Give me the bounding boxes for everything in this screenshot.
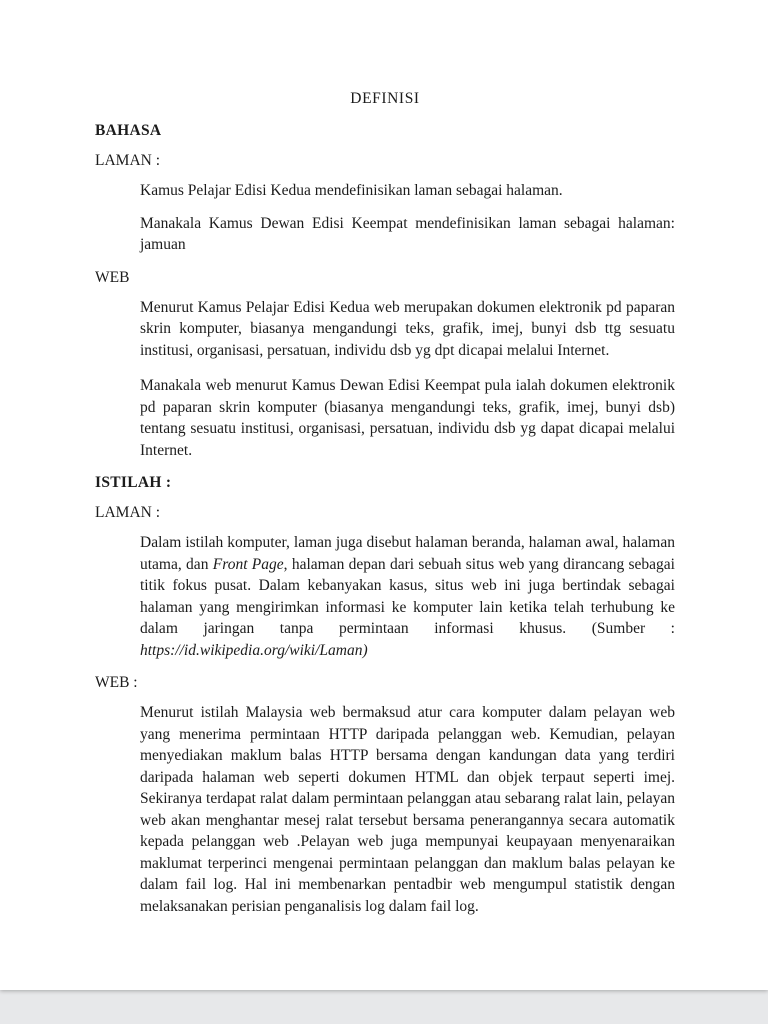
text-run: Dalam istilah komputer, laman juga disebut halaman beranda, halaman awal, halaman utama, dan [140, 534, 675, 573]
istilah-web-paragraph: Menurut istilah Malaysia web bermaksud atur cara komputer dalam pelayan web yang menerima permintaan HTTP daripada pelanggan web. Kemudian, pelayan menyediakan maklum balas HTTP bersama dengan kandungan data yang terdiri daripada halaman web seperti dokumen HTML dan objek terpaut seperti imej. Sekiranya terdapat ralat dalam permintaan pelanggan atau sebarang ralat lain, pelayan web akan menghantar mesej ralat tersebut bersama penerangannya secara automatik kepada pelanggan web .Pelayan web juga mempunyai keupayaan menyenaraikan maklumat terperinci mengenai permintaan pelanggan dan maklum balas pelayan ke dalam fail log. Hal ini membenarkan pentadbir web mengumpul statistik dengan melaksanakan perisian penganalisis log dalam fail log. [140, 704, 675, 915]
document-title: DEFINISI [350, 90, 420, 107]
source-url-text: https://id.wikipedia.org/wiki/Laman) [140, 641, 368, 659]
front-page-italic-text: Front Page [212, 555, 284, 573]
istilah-laman-label: LAMAN : [95, 504, 161, 521]
bahasa-laman-paragraph-2: Manakala Kamus Dewan Edisi Keempat mendefinisikan laman sebagai halaman: jamuan [140, 214, 675, 253]
section-heading-bahasa: BAHASA [95, 122, 162, 139]
section-heading-istilah: ISTILAH : [95, 474, 172, 491]
istilah-laman-paragraph [140, 532, 675, 661]
bahasa-web-paragraph-2: Manakala web menurut Kamus Dewan Edisi Keempat pula ialah dokumen elektronik pd paparan skrin komputer (biasanya mengandungi teks, grafik, imej, bunyi dsb) tentang sesuatu institusi, organisasi, persatuan, individu dsb yg dapat dicapai melalui Internet. [140, 377, 675, 459]
bahasa-web-label: WEB [95, 268, 130, 286]
bahasa-web-paragraph-1: Menurut Kamus Pelajar Edisi Kedua web merupakan dokumen elektronik pd paparan skrin komputer, biasanya mengandungi teks, grafik, imej, bunyi dsb ttg sesuatu institusi, organisasi, persatuan, individu dsb yg dpt dicapai melalui Internet. [140, 298, 675, 359]
text-run: , halaman depan dari sebuah situs web yang dirancang sebagai titik fokus pusat. Dalam kebanyakan kasus, situs web ini juga bertindak sebagai halaman yang mengirimkan informasi ke komputer lain ketika telah terhubung ke dalam jaringan tanpa permintaan informasi khusus. (Sumber : [140, 555, 675, 637]
istilah-web-label: WEB : [95, 674, 138, 691]
bahasa-laman-label: LAMAN : [95, 152, 161, 169]
bahasa-laman-paragraph-1: Kamus Pelajar Edisi Kedua mendefinisikan laman sebagai halaman. [140, 182, 563, 199]
